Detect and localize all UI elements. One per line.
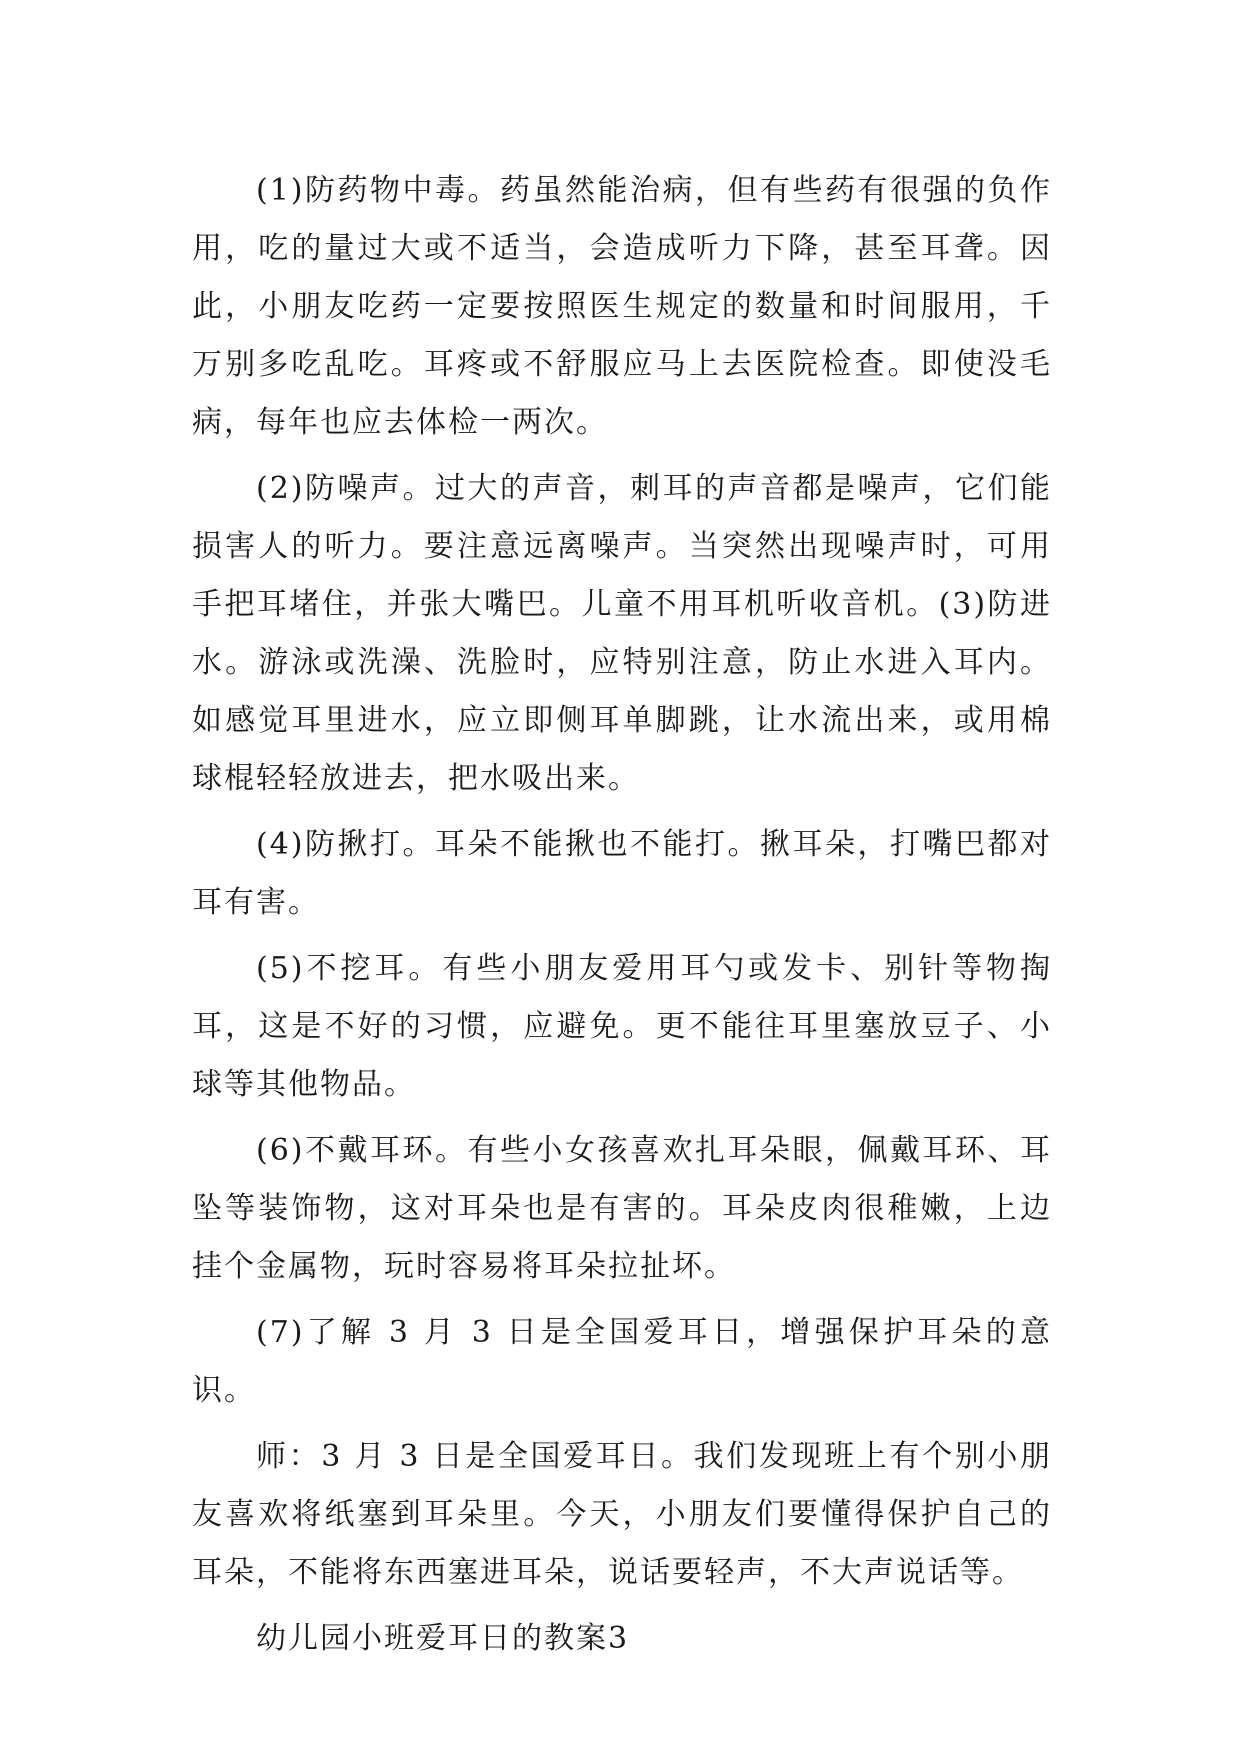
paragraph-noise-and-water: (2)防噪声。过大的声音，刺耳的声音都是噪声，它们能损害人的听力。要注意远离噪声。当突然出现噪声时，可用手把耳堵住，并张大嘴巴。儿童不用耳机听收音机。(3)防进水。游泳或洗澡、洗脸时，应特别注意，防止水进入耳内。如感觉耳里进水，应立即侧耳单脚跳，让水流出来，或用棉球棍轻轻放进去，把水吸出来。 [192,471,1052,796]
paragraph-drug-poisoning: (1)防药物中毒。药虽然能治病，但有些药有很强的负作用，吃的量过大或不适当，会造成听力下降，甚至耳聋。因此，小朋友吃药一定要按照医生规定的数量和时间服用，千万别多吃乱吃。耳疼或不舒服应马上去医院检查。即使没毛病，每年也应去体检一两次。 [192,173,1052,440]
paragraph-ear-picking: (5)不挖耳。有些小朋友爱用耳勺或发卡、别针等物掏耳，这是不好的习惯，应避免。更不能往耳里塞放豆子、小球等其他物品。 [192,951,1052,1102]
paragraph-ear-day: (7)了解 3 月 3 日是全国爱耳日，增强保护耳朵的意识。 [192,1315,1052,1408]
document-body [192,162,1052,1676]
paragraph-pulling-hitting: (4)防揪打。耳朵不能揪也不能打。揪耳朵，打嘴巴都对耳有害。 [192,827,1052,920]
section-heading: 幼儿园小班爱耳日的教案3 [256,1621,630,1656]
paragraph-teacher-note: 师：3 月 3 日是全国爱耳日。我们发现班上有个别小朋友喜欢将纸塞到耳朵里。今天，小朋友们要懂得保护自己的耳朵，不能将东西塞进耳朵，说话要轻声，不大声说话等。 [192,1439,1052,1590]
paragraph-earrings: (6)不戴耳环。有些小女孩喜欢扎耳朵眼，佩戴耳环、耳坠等装饰物，这对耳朵也是有害的。耳朵皮肉很稚嫩，上边挂个金属物，玩时容易将耳朵拉扯坏。 [192,1133,1052,1284]
